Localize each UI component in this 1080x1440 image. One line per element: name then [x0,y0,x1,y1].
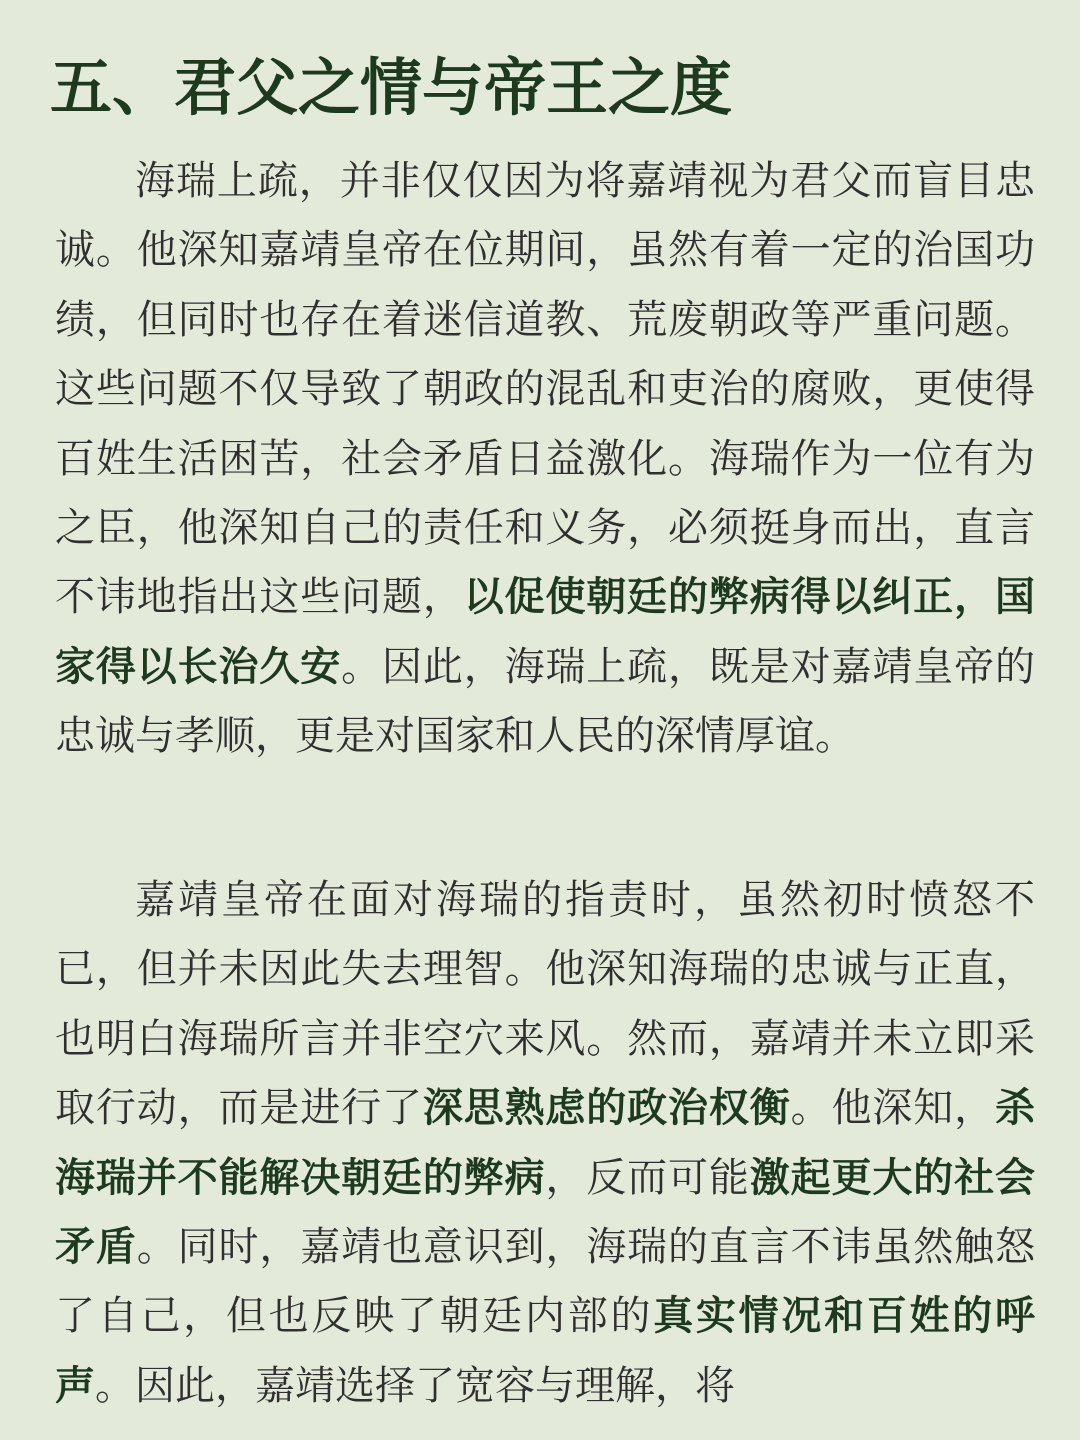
paragraph-2-emphasis: 杀海瑞并不能解决朝廷的弊病 [55,1085,1036,1201]
paragraph-2-emphasis: 真实情况和百姓的呼声 [55,1293,1036,1409]
paragraph-2-emphasis: 深思熟虑的政治权衡 [422,1085,791,1132]
paragraph-2-text: 。因此，嘉靖选择了宽容与理解，将 [95,1362,735,1409]
paragraph-2-text: 。同时，嘉靖也意识到，海瑞的直言不讳虽然触怒了自己，但也反映了朝廷内部的 [55,1224,1036,1340]
paragraph-2-text: 。他深知， [790,1085,996,1132]
paragraph-2-emphasis: 激起更大的社会矛盾 [55,1154,1036,1271]
paragraph-2-text: ，反而可能 [545,1154,750,1201]
section-title: 五、君父之情与帝王之度 [50,51,733,124]
paragraph-2 [55,866,1035,1421]
paragraph-1-emphasis: 以促使朝廷的弊病得以纠正，国家得以长治久安 [55,574,1036,690]
paragraph-1-text: 海瑞上疏，并非仅仅因为将嘉靖视为君父而盲目忠诚。他深知嘉靖皇帝在位期间，虽然有着一定的治国功绩，但同时也存在着迷信道教、荒废朝政等严重问题。这些问题不仅导致了朝政的混乱和吏治的腐败，更使得百姓生活困苦，社会矛盾日益激化。海瑞作为一位有为之臣，他深知自己的责任和义务，必须挺身而出，直言不讳地指出这些问题， [55,158,1035,621]
paragraph-1-text: 。因此，海瑞上疏，既是对嘉靖皇帝的忠诚与孝顺，更是对国家和人民的深情厚谊。 [55,643,1036,760]
paragraph-1 [55,147,1035,772]
paragraph-2-text: 嘉靖皇帝在面对海瑞的指责时，虽然初时愤怒不已，但并未因此失去理智。他深知海瑞的忠诚与正直，也明白海瑞所言并非空穴来风。然而，嘉靖并未立即采取行动，而是进行了 [55,877,1035,1132]
